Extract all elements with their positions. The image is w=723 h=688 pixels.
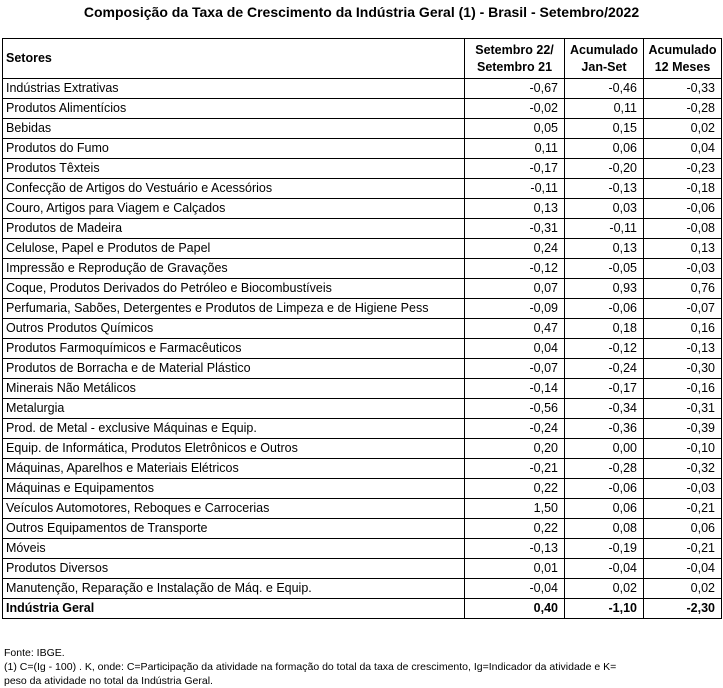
sector-cell: Indústrias Extrativas <box>3 79 465 99</box>
sector-cell: Produtos de Madeira <box>3 219 465 239</box>
table-body <box>3 79 722 619</box>
table-title: Composição da Taxa de Crescimento da Indústria Geral (1) - Brasil - Setembro/2022 <box>83 4 640 20</box>
accum-year-value-cell: 0,03 <box>565 199 644 219</box>
sector-cell: Veículos Automotores, Reboques e Carrocerias <box>3 499 465 519</box>
accum-12m-value-cell: -0,21 <box>644 499 722 519</box>
accum-12m-value-cell: -0,16 <box>644 379 722 399</box>
header-month-line1: Setembro 22/ <box>475 42 554 57</box>
month-value-cell: -0,67 <box>465 79 565 99</box>
accum-year-value-cell: -0,11 <box>565 219 644 239</box>
accum-year-value-cell: 0,15 <box>565 119 644 139</box>
table-row <box>3 539 722 559</box>
sector-cell: Produtos Farmoquímicos e Farmacêuticos <box>3 339 465 359</box>
sector-cell: Confecção de Artigos do Vestuário e Acessórios <box>3 179 465 199</box>
month-value-cell: 0,47 <box>465 319 565 339</box>
accum-year-value-cell: -1,10 <box>565 599 644 619</box>
accum-12m-value-cell: -0,28 <box>644 99 722 119</box>
month-value-cell: -0,21 <box>465 459 565 479</box>
accum-12m-value-cell: -0,30 <box>644 359 722 379</box>
accum-12m-value-cell: -0,33 <box>644 79 722 99</box>
table-row <box>3 359 722 379</box>
month-value-cell: -0,14 <box>465 379 565 399</box>
accum-year-value-cell: 0,13 <box>565 239 644 259</box>
accum-year-value-cell: 0,00 <box>565 439 644 459</box>
accum-12m-value-cell: -0,31 <box>644 399 722 419</box>
accum-12m-value-cell: -0,13 <box>644 339 722 359</box>
table-row <box>3 479 722 499</box>
sector-cell: Manutenção, Reparação e Instalação de Máq. e Equip. <box>3 579 465 599</box>
month-value-cell: 0,40 <box>465 599 565 619</box>
accum-year-value-cell: -0,20 <box>565 159 644 179</box>
month-value-cell: -0,02 <box>465 99 565 119</box>
month-value-cell: -0,07 <box>465 359 565 379</box>
growth-composition-table <box>2 38 722 619</box>
accum-year-value-cell: 0,11 <box>565 99 644 119</box>
month-value-cell: 0,04 <box>465 339 565 359</box>
accum-12m-value-cell: -0,23 <box>644 159 722 179</box>
sector-cell: Couro, Artigos para Viagem e Calçados <box>3 199 465 219</box>
table-row <box>3 219 722 239</box>
month-value-cell: 0,11 <box>465 139 565 159</box>
month-value-cell: -0,11 <box>465 179 565 199</box>
accum-year-value-cell: -0,46 <box>565 79 644 99</box>
sector-cell: Produtos Diversos <box>3 559 465 579</box>
table-row <box>3 379 722 399</box>
accum-year-value-cell: -0,24 <box>565 359 644 379</box>
month-value-cell: 0,20 <box>465 439 565 459</box>
sector-cell: Prod. de Metal - exclusive Máquinas e Equip. <box>3 419 465 439</box>
month-value-cell: -0,56 <box>465 399 565 419</box>
sector-cell: Coque, Produtos Derivados do Petróleo e Biocombustíveis <box>3 279 465 299</box>
table-row <box>3 419 722 439</box>
accum-year-value-cell: -0,05 <box>565 259 644 279</box>
accum-year-value-cell: -0,34 <box>565 399 644 419</box>
accum-12m-value-cell: -0,08 <box>644 219 722 239</box>
accum-12m-value-cell: -0,07 <box>644 299 722 319</box>
month-value-cell: -0,17 <box>465 159 565 179</box>
accum-12m-value-cell: -0,04 <box>644 559 722 579</box>
header-accumulated-12m <box>644 39 722 79</box>
accum-12m-value-cell: -0,06 <box>644 199 722 219</box>
table-header-row <box>3 39 722 79</box>
accum-12m-value-cell: -0,21 <box>644 539 722 559</box>
accum-12m-value-cell: 0,02 <box>644 119 722 139</box>
accum-year-value-cell: 0,18 <box>565 319 644 339</box>
sector-cell: Máquinas e Equipamentos <box>3 479 465 499</box>
sector-cell: Outros Equipamentos de Transporte <box>3 519 465 539</box>
sector-cell: Impressão e Reprodução de Gravações <box>3 259 465 279</box>
table-row <box>3 299 722 319</box>
accum-12m-value-cell: -0,18 <box>644 179 722 199</box>
header-accum-line2: Jan-Set <box>581 59 627 74</box>
table-row <box>3 259 722 279</box>
footnote-line-1: (1) C=(Ig - 100) . K, onde: C=Participação da atividade na formação do total da taxa de crescimento, Ig=Indicador da atividade e K= <box>4 661 617 673</box>
month-value-cell: 0,24 <box>465 239 565 259</box>
header-12m-line2: 12 Meses <box>654 59 711 74</box>
accum-12m-value-cell: -0,10 <box>644 439 722 459</box>
accum-12m-value-cell: -0,32 <box>644 459 722 479</box>
table-row <box>3 399 722 419</box>
month-value-cell: 0,22 <box>465 519 565 539</box>
accum-year-value-cell: 0,06 <box>565 139 644 159</box>
table-row <box>3 279 722 299</box>
header-accumulated-year <box>565 39 644 79</box>
header-month-vs-year <box>465 39 565 79</box>
table-row <box>3 319 722 339</box>
month-value-cell: 1,50 <box>465 499 565 519</box>
footnote-line-2: peso da atividade no total da Indústria Geral. <box>4 675 213 687</box>
sector-cell: Outros Produtos Químicos <box>3 319 465 339</box>
accum-year-value-cell: 0,93 <box>565 279 644 299</box>
month-value-cell: -0,09 <box>465 299 565 319</box>
accum-year-value-cell: -0,06 <box>565 479 644 499</box>
accum-year-value-cell: -0,13 <box>565 179 644 199</box>
sector-cell: Metalurgia <box>3 399 465 419</box>
footnotes <box>4 646 720 688</box>
accum-12m-value-cell: -0,39 <box>644 419 722 439</box>
accum-year-value-cell: -0,17 <box>565 379 644 399</box>
sector-cell: Celulose, Papel e Produtos de Papel <box>3 239 465 259</box>
sector-cell: Produtos Têxteis <box>3 159 465 179</box>
sector-cell: Minerais Não Metálicos <box>3 379 465 399</box>
table-row <box>3 159 722 179</box>
table-row <box>3 239 722 259</box>
accum-12m-value-cell: -2,30 <box>644 599 722 619</box>
month-value-cell: 0,05 <box>465 119 565 139</box>
accum-year-value-cell: -0,04 <box>565 559 644 579</box>
table-row <box>3 339 722 359</box>
accum-year-value-cell: 0,06 <box>565 499 644 519</box>
accum-12m-value-cell: 0,76 <box>644 279 722 299</box>
table-row <box>3 199 722 219</box>
table-row <box>3 139 722 159</box>
month-value-cell: -0,13 <box>465 539 565 559</box>
header-sector: Setores <box>3 39 465 79</box>
accum-12m-value-cell: 0,02 <box>644 579 722 599</box>
month-value-cell: 0,01 <box>465 559 565 579</box>
accum-12m-value-cell: 0,06 <box>644 519 722 539</box>
table-row <box>3 499 722 519</box>
month-value-cell: -0,31 <box>465 219 565 239</box>
accum-year-value-cell: -0,28 <box>565 459 644 479</box>
month-value-cell: -0,04 <box>465 579 565 599</box>
sector-cell: Máquinas, Aparelhos e Materiais Elétricos <box>3 459 465 479</box>
month-value-cell: -0,12 <box>465 259 565 279</box>
sector-cell: Perfumaria, Sabões, Detergentes e Produtos de Limpeza e de Higiene Pess <box>3 299 465 319</box>
table-row <box>3 519 722 539</box>
accum-year-value-cell: 0,02 <box>565 579 644 599</box>
table-row <box>3 119 722 139</box>
month-value-cell: -0,24 <box>465 419 565 439</box>
header-12m-line1: Acumulado <box>648 42 717 57</box>
header-month-line2: Setembro 21 <box>476 59 553 74</box>
accum-year-value-cell: -0,06 <box>565 299 644 319</box>
table-row <box>3 99 722 119</box>
accum-year-value-cell: 0,08 <box>565 519 644 539</box>
sector-cell: Móveis <box>3 539 465 559</box>
accum-12m-value-cell: -0,03 <box>644 479 722 499</box>
table-row <box>3 79 722 99</box>
total-row <box>3 599 722 619</box>
accum-12m-value-cell: 0,04 <box>644 139 722 159</box>
header-accum-line1: Acumulado <box>569 42 639 57</box>
sector-cell: Bebidas <box>3 119 465 139</box>
table-row <box>3 459 722 479</box>
accum-12m-value-cell: -0,03 <box>644 259 722 279</box>
sector-cell: Produtos de Borracha e de Material Plástico <box>3 359 465 379</box>
source-note: Fonte: IBGE. <box>4 647 65 659</box>
accum-12m-value-cell: 0,13 <box>644 239 722 259</box>
sector-cell: Indústria Geral <box>3 599 465 619</box>
sector-cell: Equip. de Informática, Produtos Eletrônicos e Outros <box>3 439 465 459</box>
accum-year-value-cell: -0,19 <box>565 539 644 559</box>
month-value-cell: 0,13 <box>465 199 565 219</box>
table-row <box>3 559 722 579</box>
month-value-cell: 0,22 <box>465 479 565 499</box>
accum-year-value-cell: -0,36 <box>565 419 644 439</box>
month-value-cell: 0,07 <box>465 279 565 299</box>
accum-12m-value-cell: 0,16 <box>644 319 722 339</box>
table-row <box>3 179 722 199</box>
table-row <box>3 439 722 459</box>
accum-year-value-cell: -0,12 <box>565 339 644 359</box>
sector-cell: Produtos Alimentícios <box>3 99 465 119</box>
sector-cell: Produtos do Fumo <box>3 139 465 159</box>
table-row <box>3 579 722 599</box>
